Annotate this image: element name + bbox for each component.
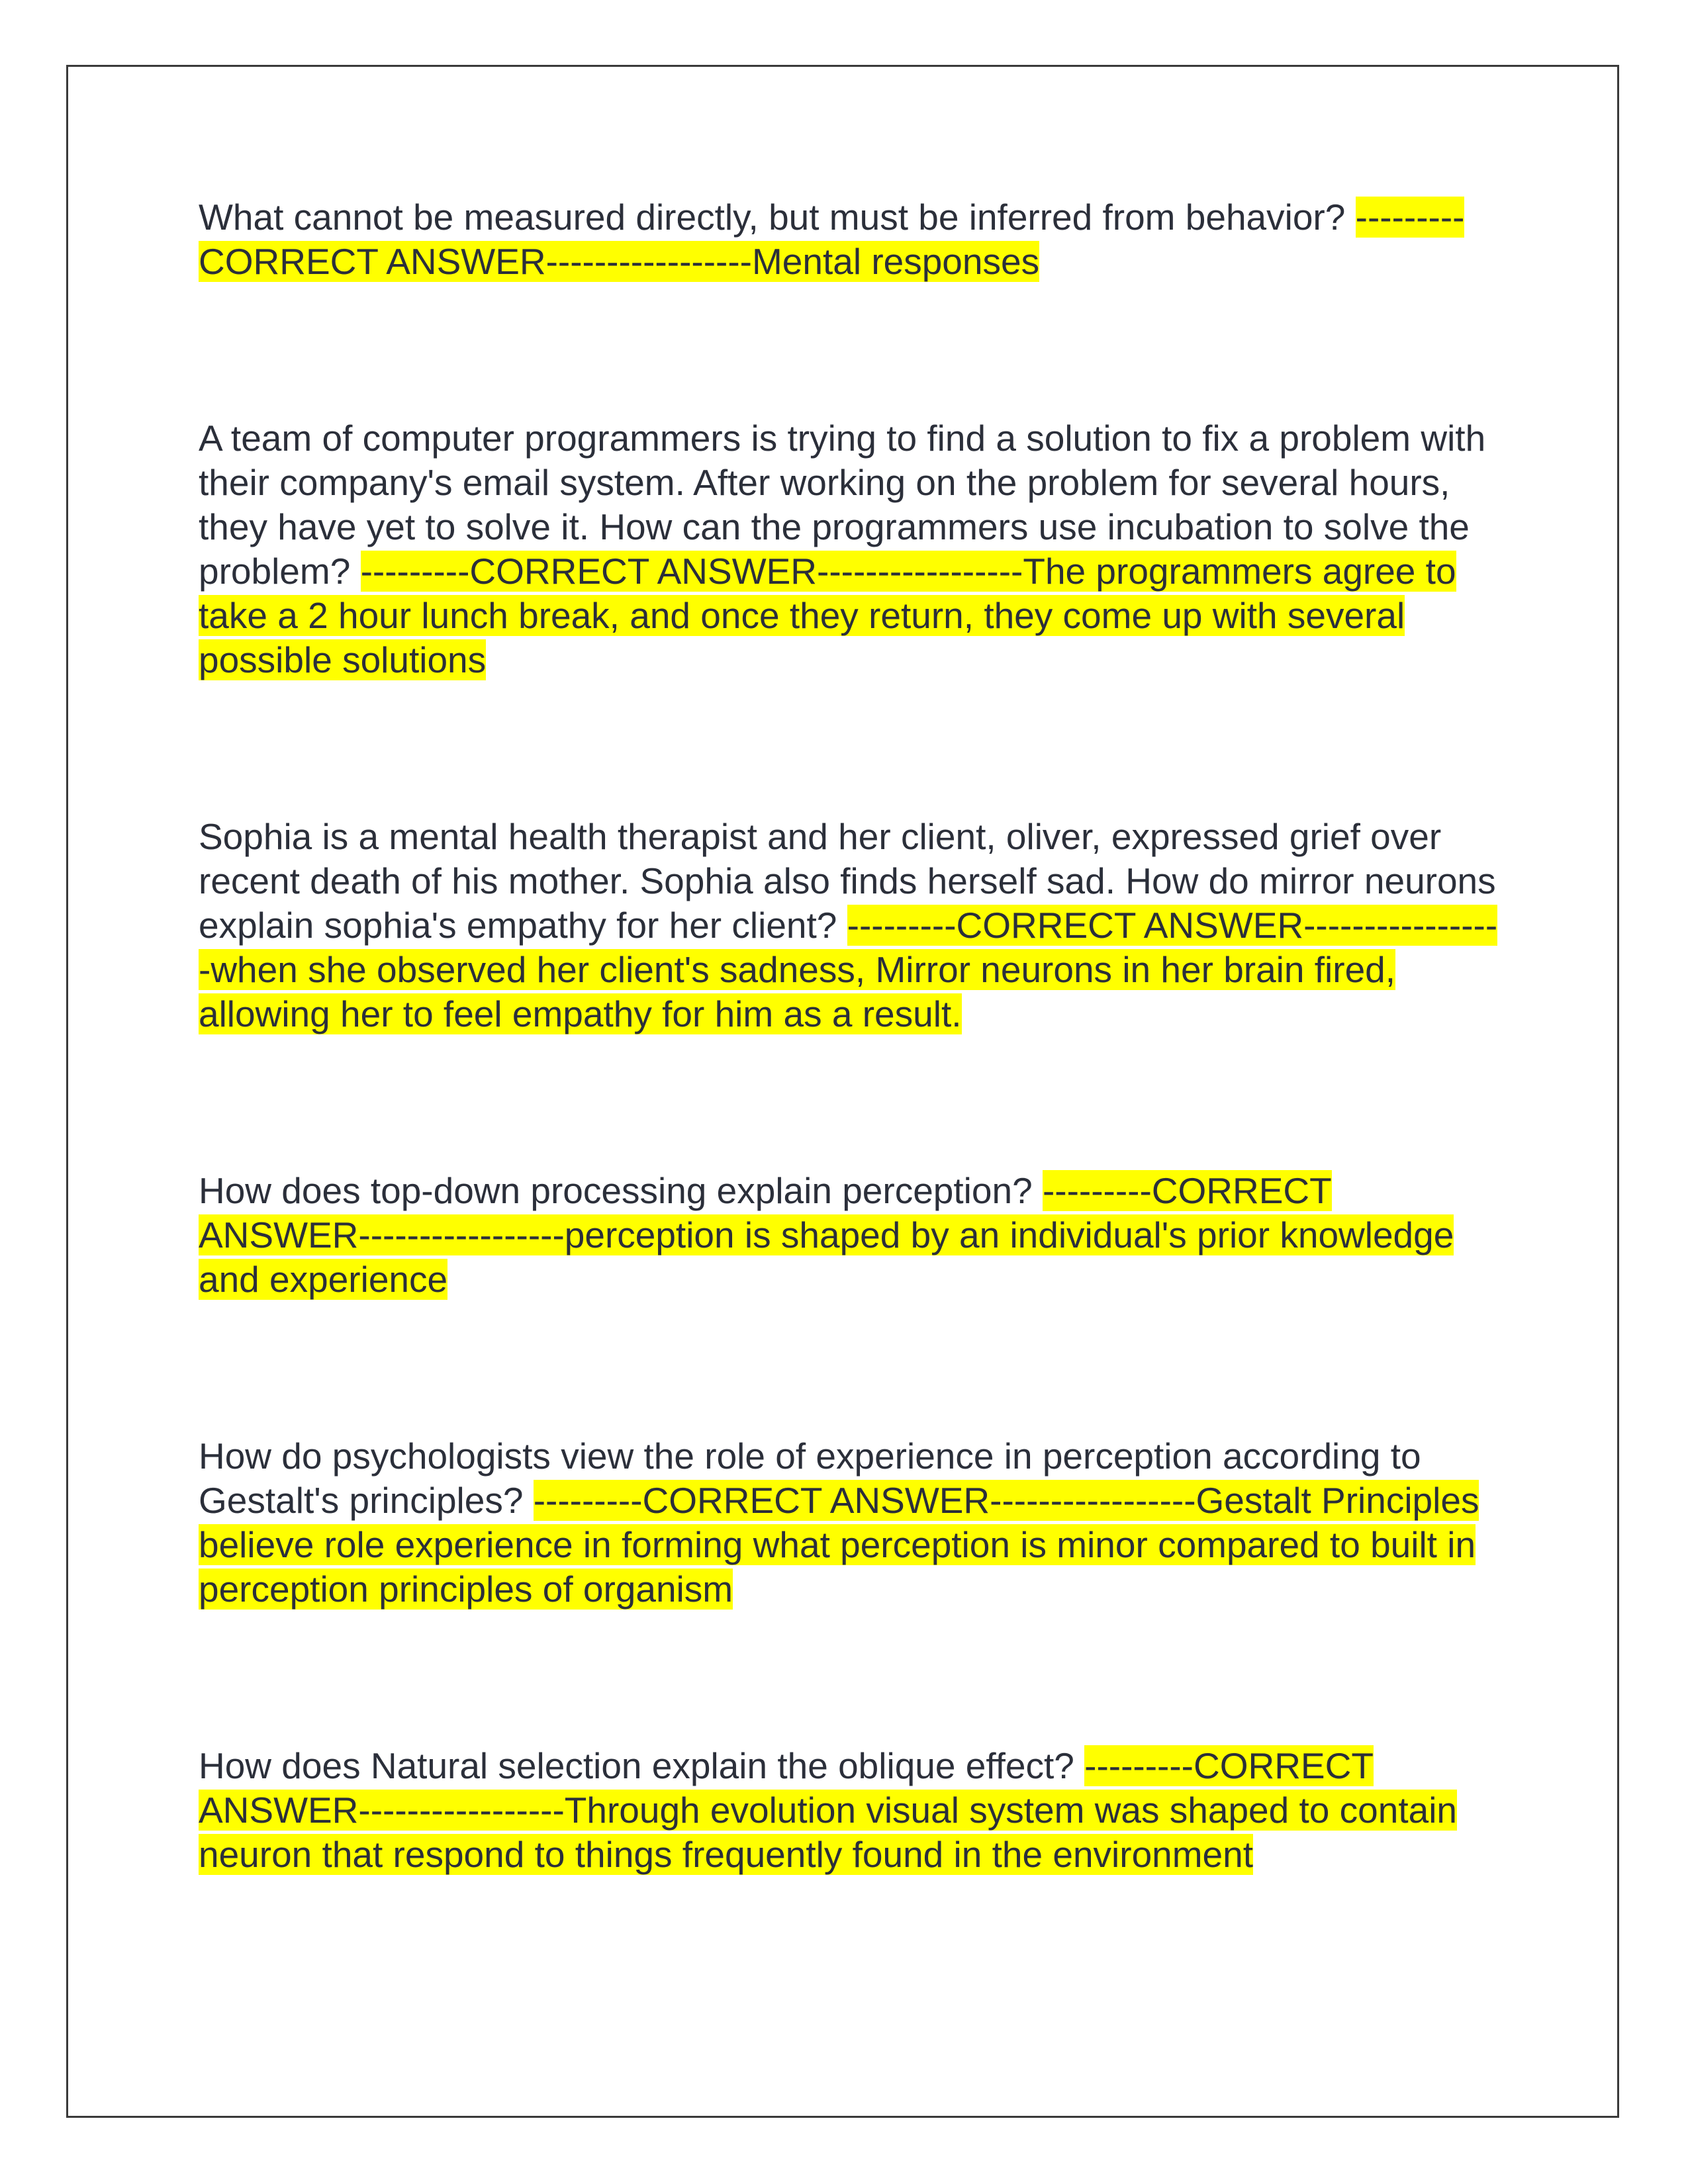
qa-item-2 <box>199 416 1509 682</box>
question-text: A team of computer programmers is trying to find a solution to fix a problem with their company's email system. After working on the problem for several hours, they have yet to solve it. How can the programmers use incubation to solve the problem? <box>199 418 1496 592</box>
answer-highlight: ---------CORRECT ANSWER-----------------Gestalt Principles believe role experience in forming what perception is minor compared to built in perception principles of organism <box>199 1480 1479 1610</box>
qa-item-3 <box>199 815 1509 1036</box>
answer-highlight: ---------CORRECT ANSWER-----------------Through evolution visual system was shaped to contain neuron that respond to things frequently found in the environment <box>199 1745 1458 1875</box>
qa-item-4 <box>199 1169 1509 1302</box>
question-text: What cannot be measured directly, but must be inferred from behavior? <box>199 197 1356 238</box>
qa-item-1 <box>199 195 1509 284</box>
answer-highlight: ---------CORRECT ANSWER-----------------when she observed her client's sadness, Mirror neurons in her brain fired, allowing her to feel empathy for him as a result. <box>199 905 1498 1034</box>
qa-item-5 <box>199 1434 1509 1612</box>
qa-list <box>199 195 1509 1877</box>
question-text: How does Natural selection explain the oblique effect? <box>199 1745 1085 1786</box>
question-text: How does top-down processing explain perception? <box>199 1170 1043 1211</box>
question-text: How do psychologists view the role of experience in perception according to Gestalt's principles? <box>199 1435 1431 1521</box>
question-text: Sophia is a mental health therapist and her client, oliver, expressed grief over recent death of his mother. Sophia also finds herself sad. How do mirror neurons explain sophia's empathy for her client? <box>199 816 1506 946</box>
answer-highlight: ---------CORRECT ANSWER-----------------The programmers agree to take a 2 hour lunch break, and once they return, they come up with several possible solutions <box>199 551 1456 680</box>
qa-item-6 <box>199 1744 1509 1877</box>
answer-highlight: ---------CORRECT ANSWER-----------------Mental responses <box>199 197 1465 282</box>
answer-highlight: ---------CORRECT ANSWER-----------------perception is shaped by an individual's prior knowledge and experience <box>199 1170 1454 1300</box>
